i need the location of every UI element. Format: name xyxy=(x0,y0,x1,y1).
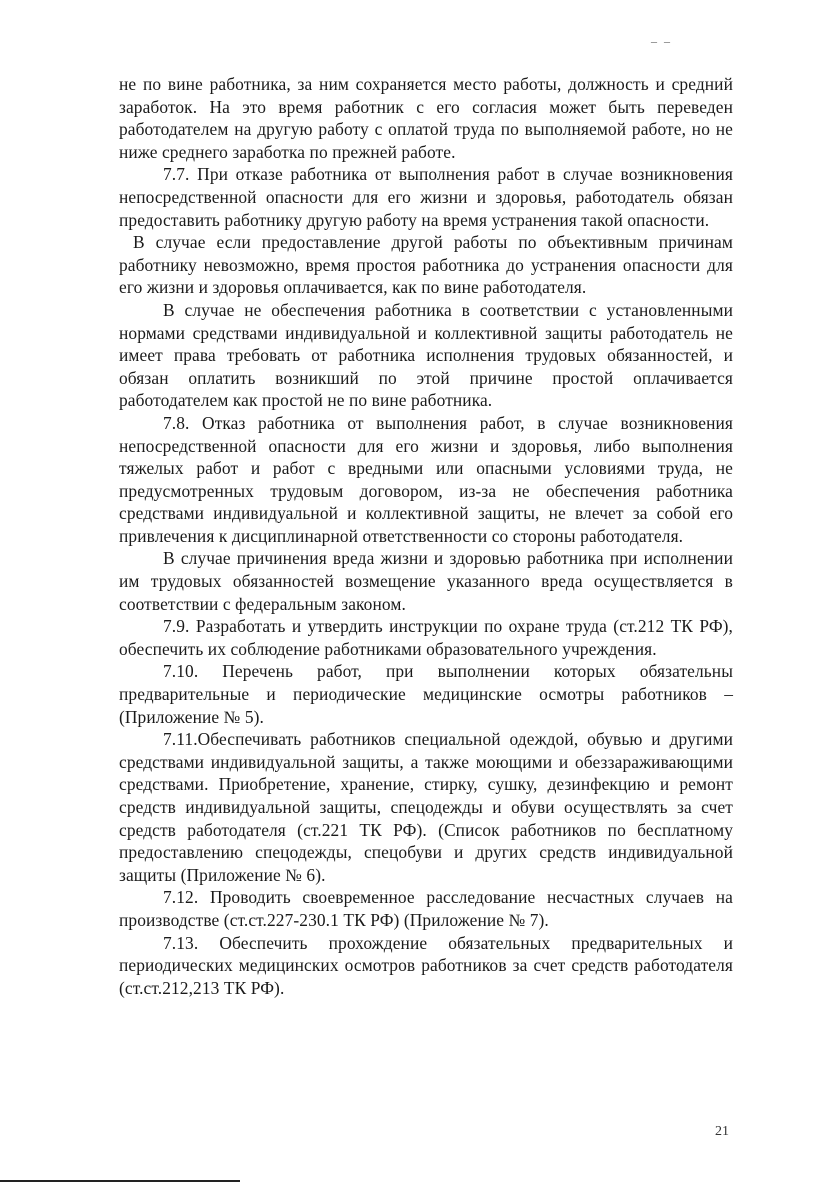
paragraph-7-8: 7.8. Отказ работника от выполнения работ, в случае возникновения непосредственной опасности для его жизни и здоровья, либо выполнения тяжелых работ и работ с вредными или опасными условиями труда, не предусмотренных трудовым договором, из-за не обеспечения работника средствами индивидуальной и коллективной защиты, не влечет за собой его привлечения к дисциплинарной ответственности со стороны работодателя. xyxy=(119,412,733,546)
paragraph-7-13: 7.13. Обеспечить прохождение обязательных предварительных и периодических медицинских осмотров работников за счет средств работодателя (ст.ст.212,213 ТК РФ). xyxy=(119,932,733,998)
paragraph-7-11: 7.11.Обеспечивать работников специальной одеждой, обувью и другими средствами индивидуальной защиты, а также моющими и обеззараживающими средствами. Приобретение, хранение, стирку, сушку, дезинфекцию и ремонт средств индивидуальной защиты, спецодежды и обуви осуществлять за счет средств работодателя (ст.221 ТК РФ). (Список работников по бесплатному предоставлению спецодежды, спецобуви и других средств индивидуальной защиты (Приложение № 6). xyxy=(119,729,733,885)
paragraph-7-12: 7.12. Проводить своевременное расследование несчастных случаев на производстве (ст.ст.227-230.1 ТК РФ) (Приложение № 7). xyxy=(119,887,733,930)
paragraph-downtime-payment: В случае если предоставление другой работы по объективным причинам работнику невозможно, время простоя работника до устранения опасности для его жизни и здоровья оплачивается, как по вине работодателя. xyxy=(119,232,733,298)
paragraph-continuation: не по вине работника, за ним сохраняется место работы, должность и средний заработок. На это время работник с его согласия может быть переведен работодателем на другую работу с оплатой труда по выполняемой работе, но не ниже среднего заработка по прежней работе. xyxy=(119,74,733,162)
bottom-rule xyxy=(0,1180,240,1182)
document-page xyxy=(119,73,733,999)
page-number: 21 xyxy=(715,1124,729,1139)
paragraph-7-10: 7.10. Перечень работ, при выполнении которых обязательны предварительные и периодические медицинские осмотры работников – (Приложение № 5). xyxy=(119,661,733,727)
paragraph-7-9: 7.9. Разработать и утвердить инструкции по охране труда (ст.212 ТК РФ), обеспечить их соблюдение работниками образовательного учреждения. xyxy=(119,616,733,659)
page-top-mark: _ _ xyxy=(651,30,672,44)
paragraph-7-7: 7.7. При отказе работника от выполнения работ в случае возникновения непосредственной опасности для его жизни и здоровья, работодатель обязан предоставить работнику другую работу на время устранения такой опасности. xyxy=(119,164,733,230)
paragraph-harm-compensation: В случае причинения вреда жизни и здоровью работника при исполнении им трудовых обязанностей возмещение указанного вреда осуществляется в соответствии с федеральным законом. xyxy=(119,548,733,614)
paragraph-protection-equipment: В случае не обеспечения работника в соответствии с установленными нормами средствами индивидуальной и коллективной защиты работодатель не имеет права требовать от работника исполнения трудовых обязанностей, и обязан оплатить возникший по этой причине простой оплачивается работодателем как простой не по вине работника. xyxy=(119,299,733,411)
